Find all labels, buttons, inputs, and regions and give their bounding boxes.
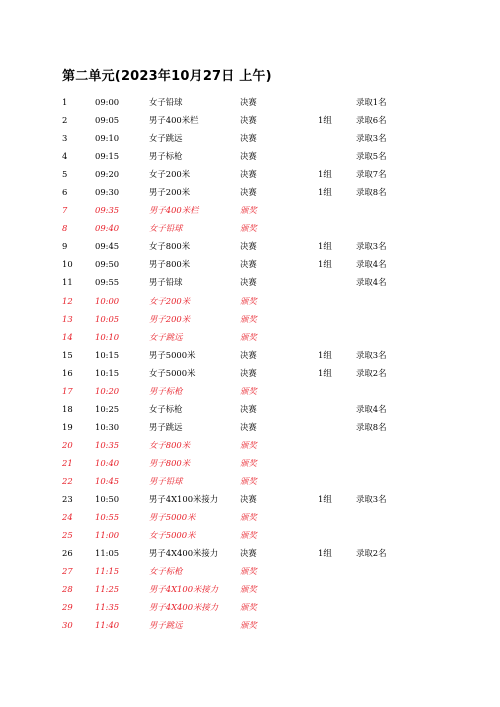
event-time: 11:05 [95, 548, 120, 559]
event-name: 男子5000米 [149, 349, 196, 360]
event-name: 女子跳远 [149, 133, 183, 144]
event-name: 女子5000米 [149, 367, 196, 378]
event-time: 10:05 [95, 313, 120, 324]
event-group: 1组 [318, 187, 332, 198]
schedule-row [0, 526, 500, 544]
schedule-row [0, 598, 500, 616]
event-time: 10:45 [95, 475, 120, 486]
event-name: 女子800米 [149, 241, 191, 252]
event-time: 10:55 [95, 512, 120, 523]
event-name: 女子200米 [149, 169, 191, 180]
event-number: 30 [62, 620, 73, 631]
event-number: 23 [62, 494, 73, 505]
event-number: 5 [62, 169, 68, 180]
event-number: 22 [62, 475, 73, 486]
schedule-list [0, 93, 500, 634]
event-time: 09:05 [95, 115, 120, 126]
event-number: 7 [62, 205, 68, 216]
event-number: 20 [62, 439, 73, 450]
event-number: 21 [62, 457, 73, 468]
event-number: 1 [62, 97, 68, 107]
event-round: 颁奖 [240, 385, 257, 396]
event-round: 决赛 [240, 259, 257, 270]
schedule-row [0, 544, 500, 562]
event-number: 6 [62, 187, 68, 198]
event-name: 男子标枪 [149, 151, 183, 162]
schedule-row [0, 129, 500, 147]
event-note: 录取8名 [356, 421, 387, 432]
schedule-row [0, 346, 500, 364]
event-note: 录取2名 [356, 548, 387, 559]
event-group: 1组 [318, 169, 332, 180]
event-name: 男子铅球 [149, 277, 183, 288]
event-time: 10:50 [95, 494, 120, 505]
event-round: 颁奖 [240, 566, 257, 577]
event-name: 男子200米 [149, 313, 191, 324]
event-time: 10:25 [95, 403, 120, 414]
event-number: 24 [62, 512, 73, 523]
event-round: 颁奖 [240, 620, 257, 631]
event-round: 颁奖 [240, 331, 257, 342]
event-note: 录取2名 [356, 367, 387, 378]
event-number: 13 [62, 313, 73, 324]
event-round: 决赛 [240, 367, 257, 378]
event-group: 1组 [318, 367, 332, 378]
event-time: 11:40 [95, 620, 120, 631]
event-name: 女子铅球 [149, 97, 183, 107]
event-number: 11 [62, 277, 73, 288]
event-round: 决赛 [240, 494, 257, 505]
event-round: 颁奖 [240, 313, 257, 324]
event-name: 男子800米 [149, 259, 191, 270]
schedule-row [0, 616, 500, 634]
event-name: 男子铅球 [149, 475, 183, 486]
schedule-row [0, 273, 500, 291]
event-note: 录取8名 [356, 187, 387, 198]
event-group: 1组 [318, 494, 332, 505]
page-title: 第二单元(2023年10月27日 上午) [62, 69, 272, 84]
event-name: 男子4X400米接力 [149, 602, 219, 613]
event-group: 1组 [318, 241, 332, 252]
event-time: 10:20 [95, 385, 120, 396]
event-number: 15 [62, 349, 73, 360]
event-number: 18 [62, 403, 73, 414]
event-time: 11:15 [95, 566, 120, 577]
event-note: 录取1名 [356, 97, 387, 107]
event-number: 29 [62, 602, 73, 613]
event-name: 男子200米 [149, 187, 191, 198]
event-number: 12 [62, 295, 73, 306]
event-time: 10:35 [95, 439, 120, 450]
schedule-row [0, 328, 500, 346]
event-time: 10:10 [95, 331, 120, 342]
schedule-row [0, 382, 500, 400]
event-time: 11:35 [95, 602, 120, 613]
event-number: 19 [62, 421, 73, 432]
event-number: 16 [62, 367, 73, 378]
event-group: 1组 [318, 548, 332, 559]
event-time: 09:55 [95, 277, 120, 288]
event-name: 男子跳远 [149, 421, 183, 432]
event-number: 10 [62, 259, 73, 270]
event-name: 女子5000米 [149, 530, 196, 541]
event-time: 10:00 [95, 295, 120, 306]
schedule-row [0, 147, 500, 165]
event-round: 决赛 [240, 133, 257, 144]
event-time: 09:50 [95, 259, 120, 270]
event-round: 决赛 [240, 115, 257, 126]
event-number: 4 [62, 151, 68, 162]
event-note: 录取4名 [356, 277, 387, 288]
event-number: 27 [62, 566, 73, 577]
event-note: 录取4名 [356, 403, 387, 414]
event-round: 颁奖 [240, 295, 257, 306]
event-group: 1组 [318, 259, 332, 270]
event-number: 17 [62, 385, 73, 396]
event-time: 11:25 [95, 584, 120, 595]
event-name: 男子5000米 [149, 512, 196, 523]
event-name: 男子4X400米接力 [149, 548, 219, 559]
schedule-row [0, 490, 500, 508]
event-note: 录取3名 [356, 349, 387, 360]
event-round: 颁奖 [240, 223, 257, 234]
event-note: 录取7名 [356, 169, 387, 180]
schedule-row [0, 255, 500, 273]
event-note: 录取3名 [356, 133, 387, 144]
event-name: 女子标枪 [149, 566, 183, 577]
schedule-row [0, 310, 500, 328]
event-time: 09:35 [95, 205, 120, 216]
schedule-row [0, 418, 500, 436]
event-group: 1组 [318, 349, 332, 360]
event-round: 颁奖 [240, 457, 257, 468]
event-round: 决赛 [240, 349, 257, 360]
event-round: 颁奖 [240, 439, 257, 450]
event-note: 录取5名 [356, 151, 387, 162]
event-time: 10:30 [95, 421, 120, 432]
schedule-row [0, 93, 500, 111]
event-note: 录取3名 [356, 494, 387, 505]
event-name: 男子标枪 [149, 385, 183, 396]
event-note: 录取4名 [356, 259, 387, 270]
event-group: 1组 [318, 115, 332, 126]
event-name: 男子4X100米接力 [149, 584, 219, 595]
schedule-row [0, 237, 500, 255]
schedule-row [0, 201, 500, 219]
event-round: 决赛 [240, 403, 257, 414]
event-name: 女子200米 [149, 295, 191, 306]
event-time: 09:00 [95, 97, 120, 107]
event-time: 10:15 [95, 349, 120, 360]
schedule-row [0, 292, 500, 310]
event-time: 09:15 [95, 151, 120, 162]
event-time: 09:10 [95, 133, 120, 144]
event-time: 11:00 [95, 530, 120, 541]
event-round: 颁奖 [240, 512, 257, 523]
event-number: 9 [62, 241, 68, 252]
event-round: 颁奖 [240, 205, 257, 216]
event-number: 25 [62, 530, 73, 541]
schedule-row [0, 436, 500, 454]
event-name: 女子标枪 [149, 403, 183, 414]
schedule-row [0, 400, 500, 418]
schedule-row [0, 165, 500, 183]
event-round: 决赛 [240, 241, 257, 252]
event-time: 09:20 [95, 169, 120, 180]
event-note: 录取6名 [356, 115, 387, 126]
schedule-row [0, 508, 500, 526]
event-note: 录取3名 [356, 241, 387, 252]
event-number: 28 [62, 584, 73, 595]
event-name: 男子400米栏 [149, 205, 199, 216]
event-round: 决赛 [240, 151, 257, 162]
event-number: 3 [62, 133, 68, 144]
event-name: 女子铅球 [149, 223, 183, 234]
event-number: 14 [62, 331, 73, 342]
schedule-row [0, 580, 500, 598]
event-round: 颁奖 [240, 530, 257, 541]
event-round: 颁奖 [240, 584, 257, 595]
event-name: 男子4X100米接力 [149, 494, 219, 505]
event-name: 男子400米栏 [149, 115, 199, 126]
event-round: 颁奖 [240, 475, 257, 486]
schedule-row [0, 562, 500, 580]
event-time: 10:15 [95, 367, 120, 378]
event-time: 09:40 [95, 223, 120, 234]
schedule-row [0, 183, 500, 201]
schedule-row [0, 111, 500, 129]
event-time: 09:30 [95, 187, 120, 198]
event-round: 决赛 [240, 187, 257, 198]
event-round: 决赛 [240, 169, 257, 180]
event-time: 09:45 [95, 241, 120, 252]
event-name: 男子跳远 [149, 620, 183, 631]
schedule-row [0, 364, 500, 382]
event-time: 10:40 [95, 457, 120, 468]
event-number: 2 [62, 115, 68, 126]
event-round: 决赛 [240, 277, 257, 288]
event-name: 女子800米 [149, 439, 191, 450]
event-round: 颁奖 [240, 602, 257, 613]
event-round: 决赛 [240, 97, 257, 107]
event-number: 26 [62, 548, 73, 559]
schedule-row [0, 472, 500, 490]
event-number: 8 [62, 223, 68, 234]
event-name: 女子跳远 [149, 331, 183, 342]
event-round: 决赛 [240, 421, 257, 432]
event-round: 决赛 [240, 548, 257, 559]
event-name: 男子800米 [149, 457, 191, 468]
schedule-row [0, 454, 500, 472]
schedule-row [0, 219, 500, 237]
